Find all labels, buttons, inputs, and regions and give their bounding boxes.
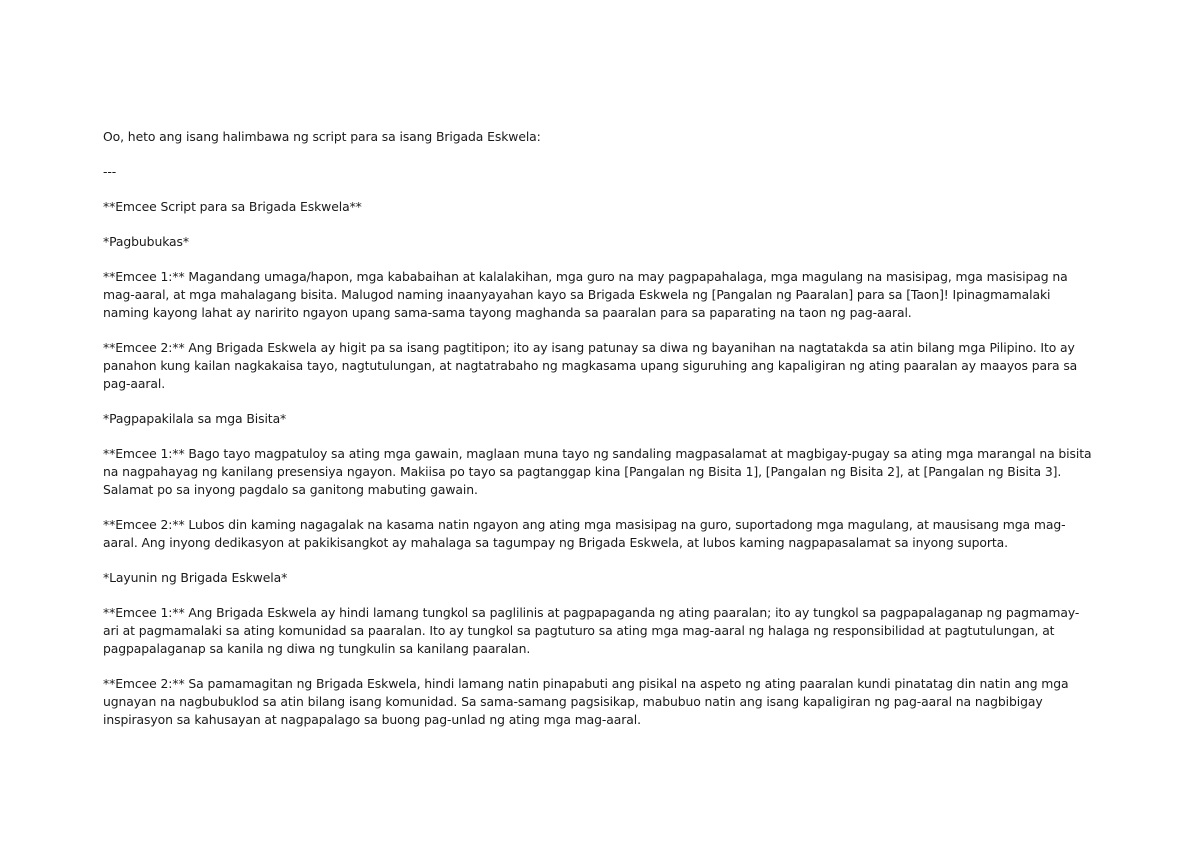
paragraph: **Emcee 1:** Magandang umaga/hapon, mga kababaihan at kalalakihan, mga guro na may pagpapahalaga, mga magulang na masisipag, mga masisipag na mag-aaral, at mga mahalagang bisita. Malugod naming inaanyayahan kayo sa Brigada Eskwela ng [Pangalan ng Paaralan] para sa [Taon]! Ipinagmamalaki naming kayong lahat ay naririto ngayon upang sama-sama tayong maghanda sa paaralan para sa paparating na taon ng pag-aaral. <box>103 269 1068 320</box>
section-heading: *Pagbubukas* <box>103 234 190 249</box>
document-body <box>103 128 1093 746</box>
intro-text: Oo, heto ang isang halimbawa ng script para sa isang Brigada Eskwela: <box>103 129 541 144</box>
separator-line: --- <box>103 164 117 179</box>
paragraph: **Emcee 2:** Lubos din kaming nagagalak na kasama natin ngayon ang ating mga masisipag na guro, suportadong mga magulang, at mausisang mga mag-aaral. Ang inyong dedikasyon at pakikisangkot ay mahalaga sa tagumpay ng Brigada Eskwela, at lubos kaming nagpapasalamat sa inyong suporta. <box>103 517 1066 550</box>
section-heading: *Layunin ng Brigada Eskwela* <box>103 570 288 585</box>
section-heading: *Pagpapakilala sa mga Bisita* <box>103 411 287 426</box>
script-title: **Emcee Script para sa Brigada Eskwela** <box>103 199 362 214</box>
paragraph: **Emcee 2:** Ang Brigada Eskwela ay higit pa sa isang pagtitipon; ito ay isang patunay sa diwa ng bayanihan na nagtatakda sa atin bilang mga Pilipino. Ito ay panahon kung kailan nagkakaisa tayo, nagtutulungan, at nagtatrabaho ng magkasama upang siguruhing ang kapaligiran ng ating paaralan ay maayos para sa pag-aaral. <box>103 340 1078 391</box>
paragraph: **Emcee 1:** Ang Brigada Eskwela ay hindi lamang tungkol sa paglilinis at pagpapaganda ng ating paaralan; ito ay tungkol sa pagpapalaganap ng pagmamay-ari at pagmamalaki sa ating komunidad sa paaralan. Ito ay tungkol sa pagtuturo sa ating mga mag-aaral ng halaga ng responsibilidad at pagtutulungan, at pagpapalaganap sa kanila ng diwa ng tungkulin sa kanilang paaralan. <box>103 605 1080 656</box>
paragraph: **Emcee 2:** Sa pamamagitan ng Brigada Eskwela, hindi lamang natin pinapabuti ang pisikal na aspeto ng ating paaralan kundi pinatatag din natin ang mga ugnayan na nagbubuklod sa atin bilang isang komunidad. Sa sama-samang pagsisikap, mabubuo natin ang isang kapaligiran ng pag-aaral na nagbibigay inspirasyon sa kahusayan at nagpapalago sa buong pag-unlad ng ating mga mag-aaral. <box>103 676 1069 727</box>
paragraph: **Emcee 1:** Bago tayo magpatuloy sa ating mga gawain, maglaan muna tayo ng sandaling magpasalamat at magbigay-pugay sa ating mga marangal na bisita na nagpahayag ng kanilang presensiya ngayon. Makiisa po tayo sa pagtanggap kina [Pangalan ng Bisita 1], [Pangalan ng Bisita 2], at [Pangalan ng Bisita 3]. Salamat po sa inyong pagdalo sa ganitong mabuting gawain. <box>103 446 1092 497</box>
